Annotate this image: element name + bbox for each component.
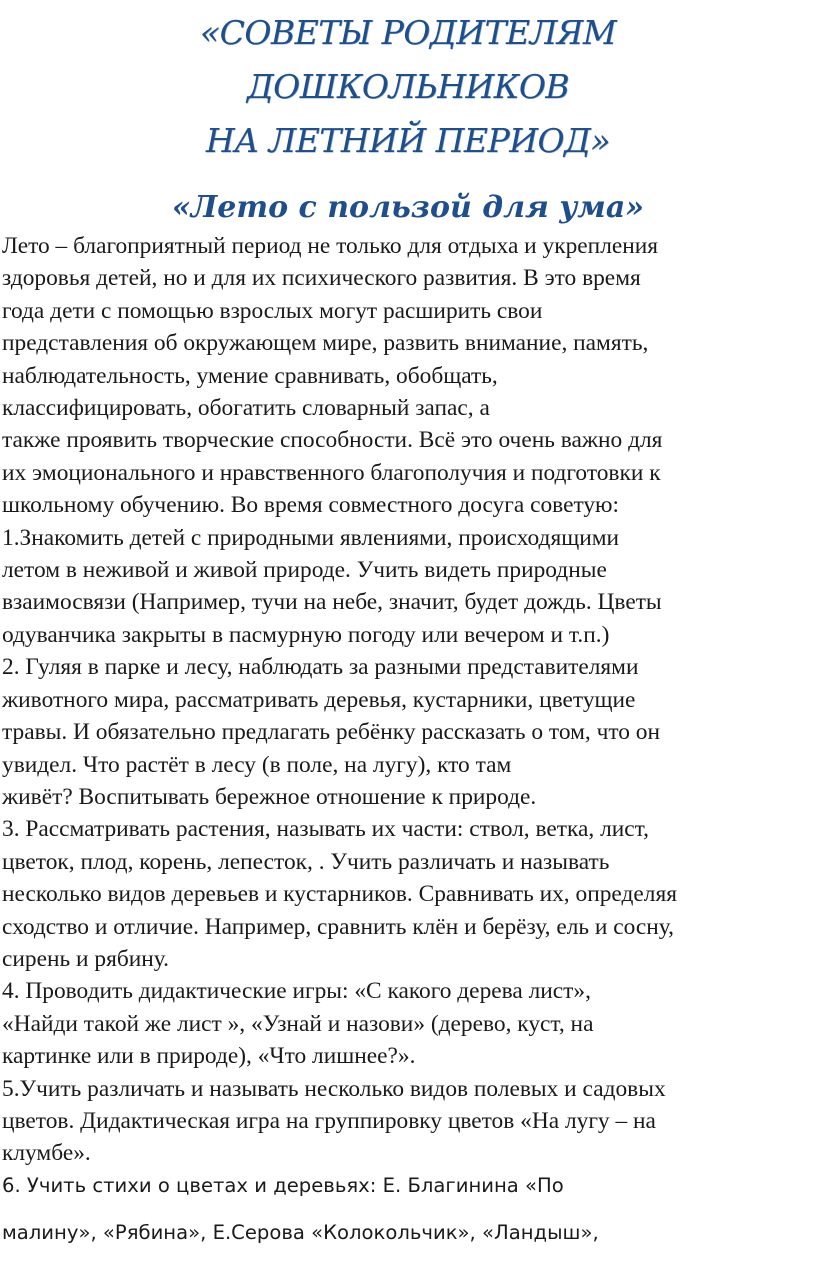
- text-line: их эмоционального и нравственного благополучия и подготовки к: [2, 459, 661, 486]
- text-line: представления об окружающем мире, развить внимание, память,: [2, 330, 649, 357]
- text-line: цветок, плод, корень, лепесток, . Учить различать и называть: [2, 848, 610, 875]
- body-text: [2, 230, 814, 1170]
- text-line: классифицировать, обогатить словарный запас, а: [2, 395, 490, 422]
- text-line: малину», «Рябина», Е.Серова «Колокольчик», «Ландыш»,: [2, 1221, 599, 1244]
- text-line: также проявить творческие способности. Всё это очень важно для: [2, 427, 663, 454]
- text-line: живёт? Воспитывать бережное отношение к природе.: [2, 783, 537, 810]
- text-line: одуванчика закрыты в пасмурную погоду или вечером и т.п.): [2, 621, 610, 648]
- text-line: Лето – благоприятный период не только для отдыха и укрепления: [2, 233, 659, 259]
- text-line: картинке или в природе), «Что лишнее?».: [2, 1043, 416, 1070]
- text-line: цветов. Дидактическая игра на группировку цветов «На лугу – на: [2, 1107, 656, 1134]
- text-line: сирень и рябину.: [2, 945, 169, 972]
- text-line: школьному обучению. Во время совместного досуга советую:: [2, 492, 620, 519]
- text-line: сходство и отличие. Например, сравнить клён и берёзу, ель и сосну,: [2, 913, 675, 940]
- text-line: 6. Учить стихи о цветах и деревьях: Е. Благинина «По: [2, 1174, 564, 1197]
- text-line: 2. Гуляя в парке и лесу, наблюдать за разными представителями: [2, 654, 639, 681]
- tail-text: [2, 1162, 814, 1256]
- text-line: взаимосвязи (Например, тучи на небе, значит, будет дождь. Цветы: [2, 589, 662, 616]
- text-line: 1.Знакомить детей с природными явлениями, происходящими: [2, 524, 620, 551]
- text-line: несколько видов деревьев и кустарников. Сравнивать их, определяя: [2, 881, 677, 908]
- text-line: летом в неживой и живой природе. Учить видеть природные: [2, 557, 607, 584]
- text-line: «Найди такой же лист », «Узнай и назови» (дерево, куст, на: [2, 1010, 594, 1037]
- text-line: года дети с помощью взрослых могут расширить свои: [2, 297, 543, 324]
- title-line: НА ЛЕТНИЙ ПЕРИОД»: [205, 121, 611, 160]
- text-line: 5.Учить различать и называть несколько видов полевых и садовых: [2, 1075, 666, 1102]
- text-line: увидел. Что растёт в лесу (в поле, на лугу), кто там: [2, 751, 512, 778]
- text-line: наблюдательность, умение сравнивать, обобщать,: [2, 362, 498, 389]
- document-subtitle: «Лето с пользой для ума»: [171, 190, 645, 225]
- text-line: здоровья детей, но и для их психического развития. В это время: [2, 265, 641, 292]
- text-line: 3. Рассматривать растения, называть их части: ствол, ветка, лист,: [2, 816, 649, 843]
- text-line: травы. И обязательно предлагать ребёнку рассказать о том, что он: [2, 719, 660, 746]
- text-line: животного мира, рассматривать деревья, кустарники, цветущие: [2, 686, 636, 713]
- document-title: [0, 6, 816, 168]
- text-line: клумбе».: [2, 1140, 91, 1167]
- title-line: ДОШКОЛЬНИКОВ: [246, 67, 570, 106]
- title-line: «СОВЕТЫ РОДИТЕЛЯМ: [199, 13, 617, 52]
- text-line: 4. Проводить дидактические игры: «С какого дерева лист»,: [2, 978, 591, 1005]
